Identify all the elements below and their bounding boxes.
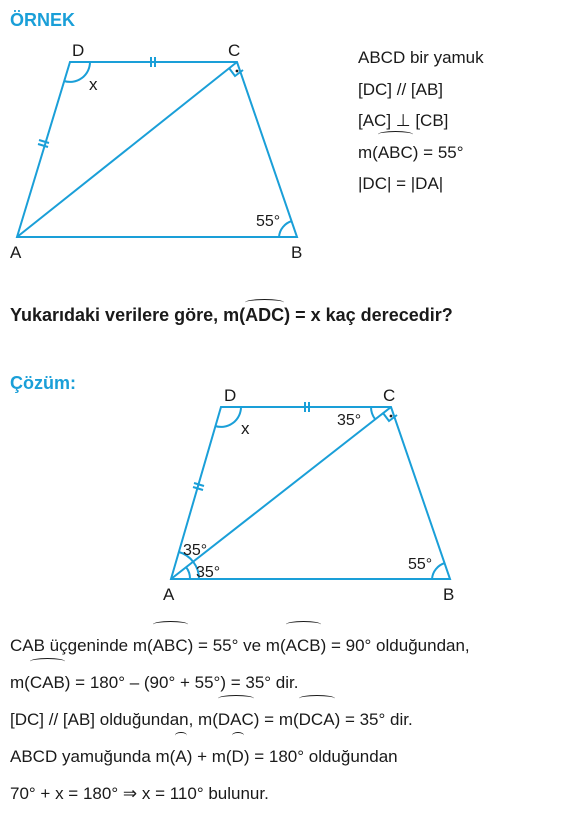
solution-heading: Çözüm: — [10, 373, 76, 393]
angle-b-arc — [279, 221, 292, 237]
angle-b-arc — [432, 563, 445, 579]
label-angle-b: 55° — [408, 556, 433, 573]
label-C: C — [383, 386, 396, 405]
example-heading: ÖRNEK — [10, 10, 76, 30]
label-D: D — [72, 41, 85, 60]
label-C: C — [228, 41, 241, 60]
angle-c-arc — [371, 407, 375, 419]
label-B: B — [291, 243, 303, 262]
given-line-1: ABCD bir yamuk — [358, 48, 484, 67]
solution-line-3: [DC] // [AB] olduğundan, m(DAC) = m(DCA) = 35° dir. — [10, 701, 470, 738]
solution-line-2: m(CAB) = 180° – (90° + 55°) = 35° dir. — [10, 664, 470, 701]
angle-a-arc-inner — [186, 567, 190, 579]
given-list — [358, 42, 484, 200]
solution-line-4: ABCD yamuğunda m(A) + m(D) = 180° olduğundan — [10, 738, 470, 775]
given-line-5: |DC| = |DA| — [358, 174, 444, 193]
solution-text — [10, 627, 470, 812]
label-D: D — [224, 386, 237, 405]
given-line-4: m(ABC) = 55° — [358, 137, 484, 169]
label-A: A — [163, 585, 175, 604]
label-A: A — [10, 243, 22, 262]
label-angle-c: 35° — [337, 412, 362, 429]
label-angle-a-top: 35° — [183, 542, 208, 559]
example-trapezoid-figure — [0, 35, 340, 265]
solution-line-1: CAB üçgeninde m(ABC) = 55° ve m(ACB) = 90° olduğundan, — [10, 627, 470, 664]
implies-arrow: ⇒ — [122, 784, 138, 803]
given-line-3: [AC] ⊥ [CB] — [358, 111, 449, 130]
label-x: x — [241, 419, 250, 438]
solution-line-5: 70° + x = 180° ⇒ x = 110° bulunur. — [10, 784, 269, 803]
label-B: B — [443, 585, 455, 604]
diagonal-ac — [17, 62, 237, 237]
question-text: Yukarıdaki verilere göre, m(ADC) = x kaç derecedir? — [10, 305, 453, 325]
trapezoid-outline — [17, 62, 297, 237]
given-line-2: [DC] // [AB] — [358, 79, 444, 99]
label-angle-a-bottom: 35° — [196, 564, 221, 581]
trapezoid-outline — [171, 407, 450, 579]
label-angle-b: 55° — [256, 213, 281, 230]
solution-trapezoid-figure — [150, 385, 470, 605]
label-x: x — [89, 75, 98, 94]
